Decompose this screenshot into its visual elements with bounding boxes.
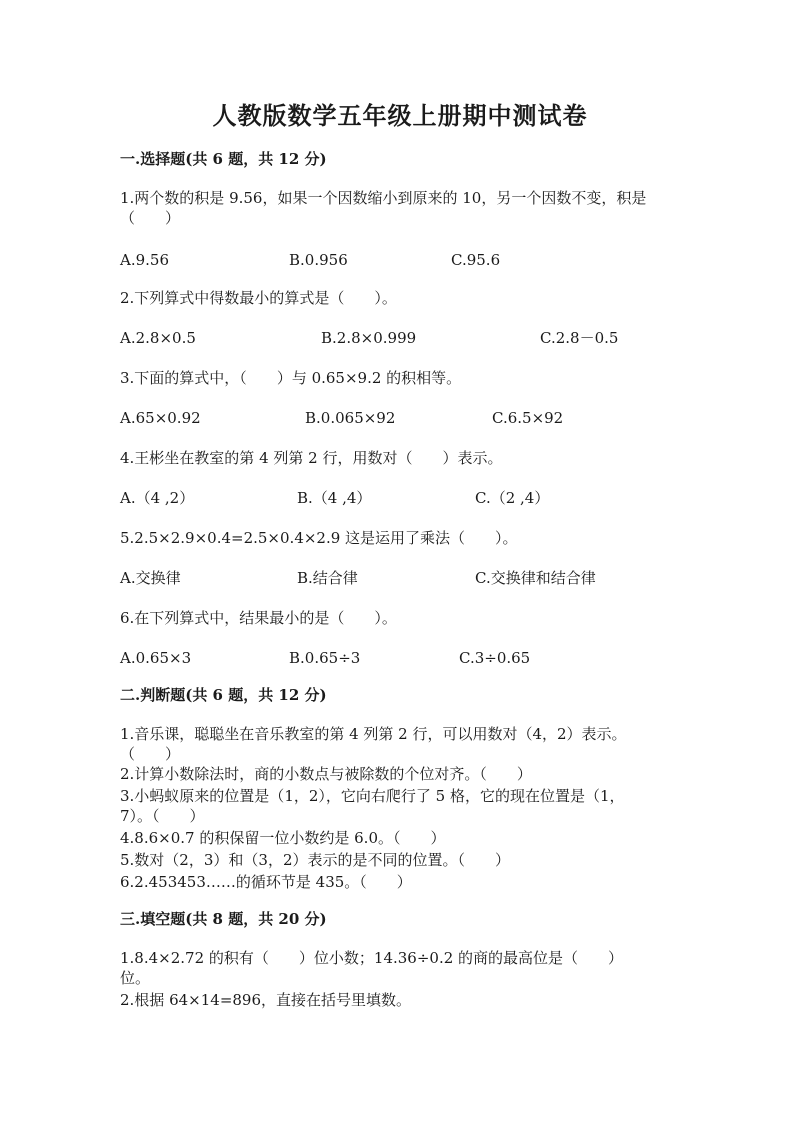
list-item: 3.小蚂蚁原来的位置是（1，2），它向右爬行了 5 格，它的现在位置是（1，	[120, 787, 625, 805]
list-item: 7）。（ ）	[120, 807, 205, 825]
question-text: 3.下面的算式中，（ ）与 0.65×9.2 的积相等。	[120, 369, 462, 387]
section-heading-judge: 二.判断题(共 6 题，共 12 分)	[120, 686, 327, 704]
list-item: 4.8.6×0.7 的积保留一位小数约是 6.0。（ ）	[120, 829, 446, 847]
option-b: B.（4 ,4）	[297, 489, 372, 507]
list-item: 2.根据 64×14=896，直接在括号里填数。	[120, 991, 412, 1009]
list-item: 1.音乐课，聪聪坐在音乐教室的第 4 列第 2 行，可以用数对（4，2）表示。	[120, 725, 627, 743]
question-text: 1.两个数的积是 9.56，如果一个因数缩小到原来的 10，另一个因数不变，积是（ ）	[120, 189, 647, 227]
option-c: C.3÷0.65	[459, 649, 531, 667]
option-b: B.0.065×92	[305, 409, 396, 427]
list-item: （ ）	[120, 745, 181, 763]
question-text: 4.王彬坐在教室的第 4 列第 2 行，用数对（ ）表示。	[120, 449, 503, 467]
option-b: B.0.65÷3	[289, 649, 361, 667]
list-item: 2.计算小数除法时，商的小数点与被除数的个位对齐。（ ）	[120, 765, 532, 783]
option-c: C.交换律和结合律	[475, 569, 596, 587]
question-text: 2.下列算式中得数最小的算式是（ ）。	[120, 289, 397, 307]
option-c: C.2.8－0.5	[540, 329, 619, 347]
list-item: 位。	[120, 969, 151, 987]
page-title: 人教版数学五年级上册期中测试卷	[212, 101, 588, 130]
list-item: 6.2.453453……的循环节是 435。（ ）	[120, 873, 412, 891]
option-a: A.0.65×3	[120, 649, 192, 667]
option-a: A.（4 ,2）	[120, 489, 195, 507]
question-text: 6.在下列算式中，结果最小的是（ ）。	[120, 609, 397, 627]
option-a: A.2.8×0.5	[120, 329, 196, 347]
section-heading-fill: 三.填空题(共 8 题，共 20 分)	[120, 910, 327, 928]
option-a: A.交换律	[120, 569, 181, 587]
option-c: C.95.6	[451, 251, 501, 269]
option-b: B.0.956	[289, 251, 348, 269]
option-b: B.2.8×0.999	[321, 329, 417, 347]
option-a: A.9.56	[120, 251, 169, 269]
list-item: 5.数对（2，3）和（3，2）表示的是不同的位置。（ ）	[120, 851, 510, 869]
list-item: 1.8.4×2.72 的积有（ ）位小数；14.36÷0.2 的商的最高位是（ ）	[120, 949, 624, 967]
question-text: 5.2.5×2.9×0.4=2.5×0.4×2.9 这是运用了乘法（ ）。	[120, 529, 518, 547]
option-c: C.（2 ,4）	[475, 489, 550, 507]
section-heading-choice: 一.选择题(共 6 题，共 12 分)	[120, 150, 327, 168]
option-c: C.6.5×92	[492, 409, 564, 427]
option-b: B.结合律	[297, 569, 358, 587]
option-a: A.65×0.92	[120, 409, 201, 427]
